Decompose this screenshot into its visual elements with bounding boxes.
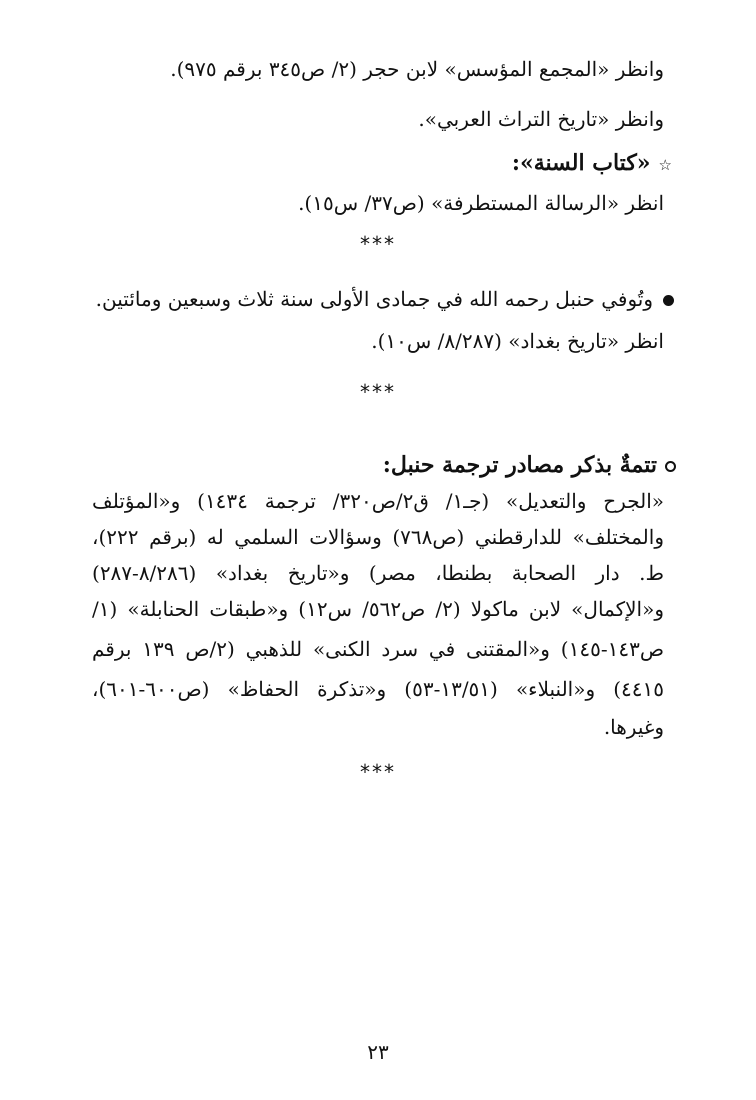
separator: *** [360, 380, 396, 404]
separator: *** [360, 760, 396, 784]
paragraph-line: والمختلف» للدارقطني (ص٧٦٨) وسؤالات السلمي له (برقم ٢٢٢)، [92, 525, 664, 549]
paragraph-last-line: وغيرها. [603, 715, 664, 739]
paragraph-line: و«الإكمال» لابن ماكولا (٢/ ص٥٦٢/ س١٢) و«طبقات الحنابلة» (١/ [92, 597, 664, 621]
page-number: ٢٣ [367, 1040, 389, 1064]
text-line: انظر «الرسالة المستطرفة» (ص٣٧/ س١٥). [298, 191, 664, 215]
text-line: انظر «تاريخ بغداد» (٨/٢٨٧/ س١٠). [371, 329, 664, 353]
paragraph-line: «الجرح والتعديل» (جـ١/ ق٢/ص٣٢٠/ ترجمة ١٤٣٤) و«المؤتلف [92, 489, 664, 513]
bullet-line [96, 284, 674, 314]
bullet-icon [663, 295, 674, 306]
paragraph-line: ط. دار الصحابة بطنطا، مصر) و«تاريخ بغداد» (٨/٢٨٦-٢٨٧) [92, 561, 664, 585]
paragraph-line: ص١٤٣-١٤٥) و«المقتنى في سرد الكنى» للذهبي (٢/ص ١٣٩ برقم [92, 637, 664, 661]
star-icon: ☆ [658, 156, 672, 174]
text-line: وتُوفي حنبل رحمه الله في جمادى الأولى سنة ثلاث وسبعين ومائتين. [95, 287, 653, 311]
circle-bullet-icon [665, 461, 676, 472]
separator: *** [360, 232, 396, 256]
section-heading-sources [383, 450, 676, 480]
text-line: وانظر «تاريخ التراث العربي». [418, 107, 664, 131]
text-line: وانظر «المجمع المؤسس» لابن حجر (٢/ ص٣٤٥ برقم ٩٧٥). [170, 57, 664, 81]
paragraph-line: ٤٤١٥) و«النبلاء» (١٣/٥١-٥٣) و«تذكرة الحفاظ» (ص٦٠٠-٦٠١)، [92, 677, 665, 701]
heading-text: تتمةٌ بذكر مصادر ترجمة حنبل: [382, 452, 657, 478]
heading-text: «كتاب السنة»: [511, 150, 651, 176]
section-heading-kitab-al-sunna [512, 148, 672, 180]
